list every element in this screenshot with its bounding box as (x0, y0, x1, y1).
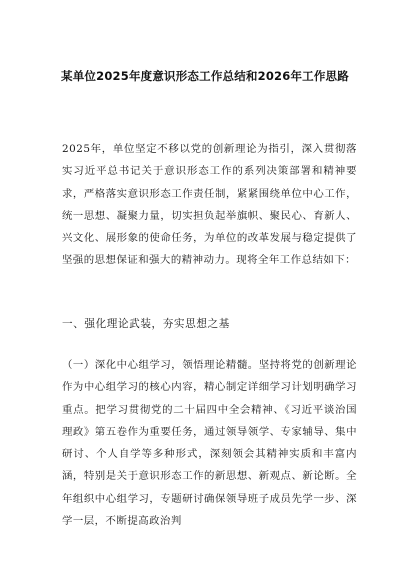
document-title: 某单位2025年度意识形态工作总结和2026年工作思路 (61, 69, 349, 83)
section-paragraph: （一）深化中心组学习，领悟理论精髓。坚持将党的创新理论作为中心组学习的核心内容，精心制定详细学习计划明确学习重点。把学习贯彻党的二十届四中全会精神、《习近平谈治国理政》第五卷作为重要任务，通过领导领学、专家辅导、集中研讨、个人自学等多种形式，深刻领会其精神实质和丰富内涵，特别是关于意识形态工作的新思想、新观点、新论断。全年组织中心组学习，专题研讨确保领导班子成员先学一步、深学一层，不断提高政治判 (62, 359, 357, 528)
section-heading: 一、强化理论武装，夯实思想之基 (62, 318, 230, 330)
intro-paragraph: 2025年，单位坚定不移以党的创新理论为指引，深入贯彻落实习近平总书记关于意识形态工作的系列决策部署和精神要求，严格落实意识形态工作责任制，紧紧围绕单位中心工作，统一思想、凝聚力量，切实担负起举旗帜、聚民心、育新人、兴文化、展形象的使命任务，为单位的改革发展与稳定提供了坚强的思想保证和强大的精神动力。现将全年工作总结如下： (62, 143, 357, 267)
